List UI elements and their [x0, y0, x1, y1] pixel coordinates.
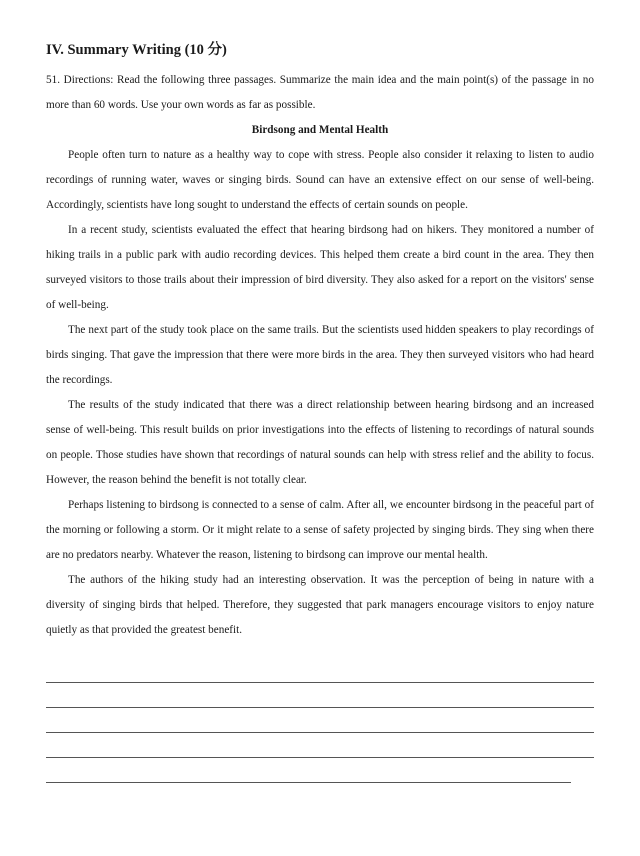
answer-line[interactable] — [46, 658, 594, 683]
answer-line[interactable] — [46, 708, 594, 733]
passage-paragraph-6: The authors of the hiking study had an interesting observation. It was the perception of being in nature with a diversity of singing birds that helped. Therefore, they suggested that park managers encourage visitors to enjoy nature quietly as that provided the greatest benefit. — [46, 574, 594, 636]
passage-paragraph-4: The results of the study indicated that there was a direct relationship between hearing birdsong and an increased sense of well-being. This result builds on prior investigations into the effects of listening to recordings of natural sounds on people. Those studies have shown that recordings of natural sounds can help with stress relief and the ability to focus. However, the reason behind the benefit is not totally clear. — [46, 399, 594, 486]
section-heading: IV. Summary Writing (10 分) — [46, 42, 227, 58]
passage-title: Birdsong and Mental Health — [251, 124, 389, 136]
answer-lines — [46, 658, 594, 783]
passage-body — [46, 143, 594, 643]
passage-paragraph-5: Perhaps listening to birdsong is connected to a sense of calm. After all, we encounter birdsong in the peaceful part of the morning or following a storm. Or it might relate to a sense of safety projected by singing birds. They sing when there are no predators nearby. Whatever the reason, listening to birdsong can improve our mental health. — [46, 499, 594, 561]
passage-paragraph-2: In a recent study, scientists evaluated the effect that hearing birdsong had on hikers. They monitored a number of hiking trails in a public park with audio recording devices. This helped them create a bird count in the area. They then surveyed visitors to those trails about their impression of bird diversity. They also asked for a report on the visitors' sense of well-being. — [46, 224, 594, 311]
answer-line[interactable] — [46, 758, 571, 783]
answer-line[interactable] — [46, 733, 594, 758]
worksheet-page — [46, 40, 594, 783]
directions-text: 51. Directions: Read the following three passages. Summarize the main idea and the main point(s) of the passage in no more than 60 words. Use your own words as far as possible. — [46, 74, 594, 111]
answer-line[interactable] — [46, 683, 594, 708]
passage-paragraph-1: People often turn to nature as a healthy way to cope with stress. People also consider it relaxing to listen to audio recordings of running water, waves or singing birds. Sound can have an extensive effect on our sense of well-being. Accordingly, scientists have long sought to understand the effects of certain sounds on people. — [46, 149, 594, 211]
passage-paragraph-3: The next part of the study took place on the same trails. But the scientists used hidden speakers to play recordings of birds singing. That gave the impression that there were more birds in the area. They then surveyed visitors who had heard the recordings. — [46, 324, 594, 386]
